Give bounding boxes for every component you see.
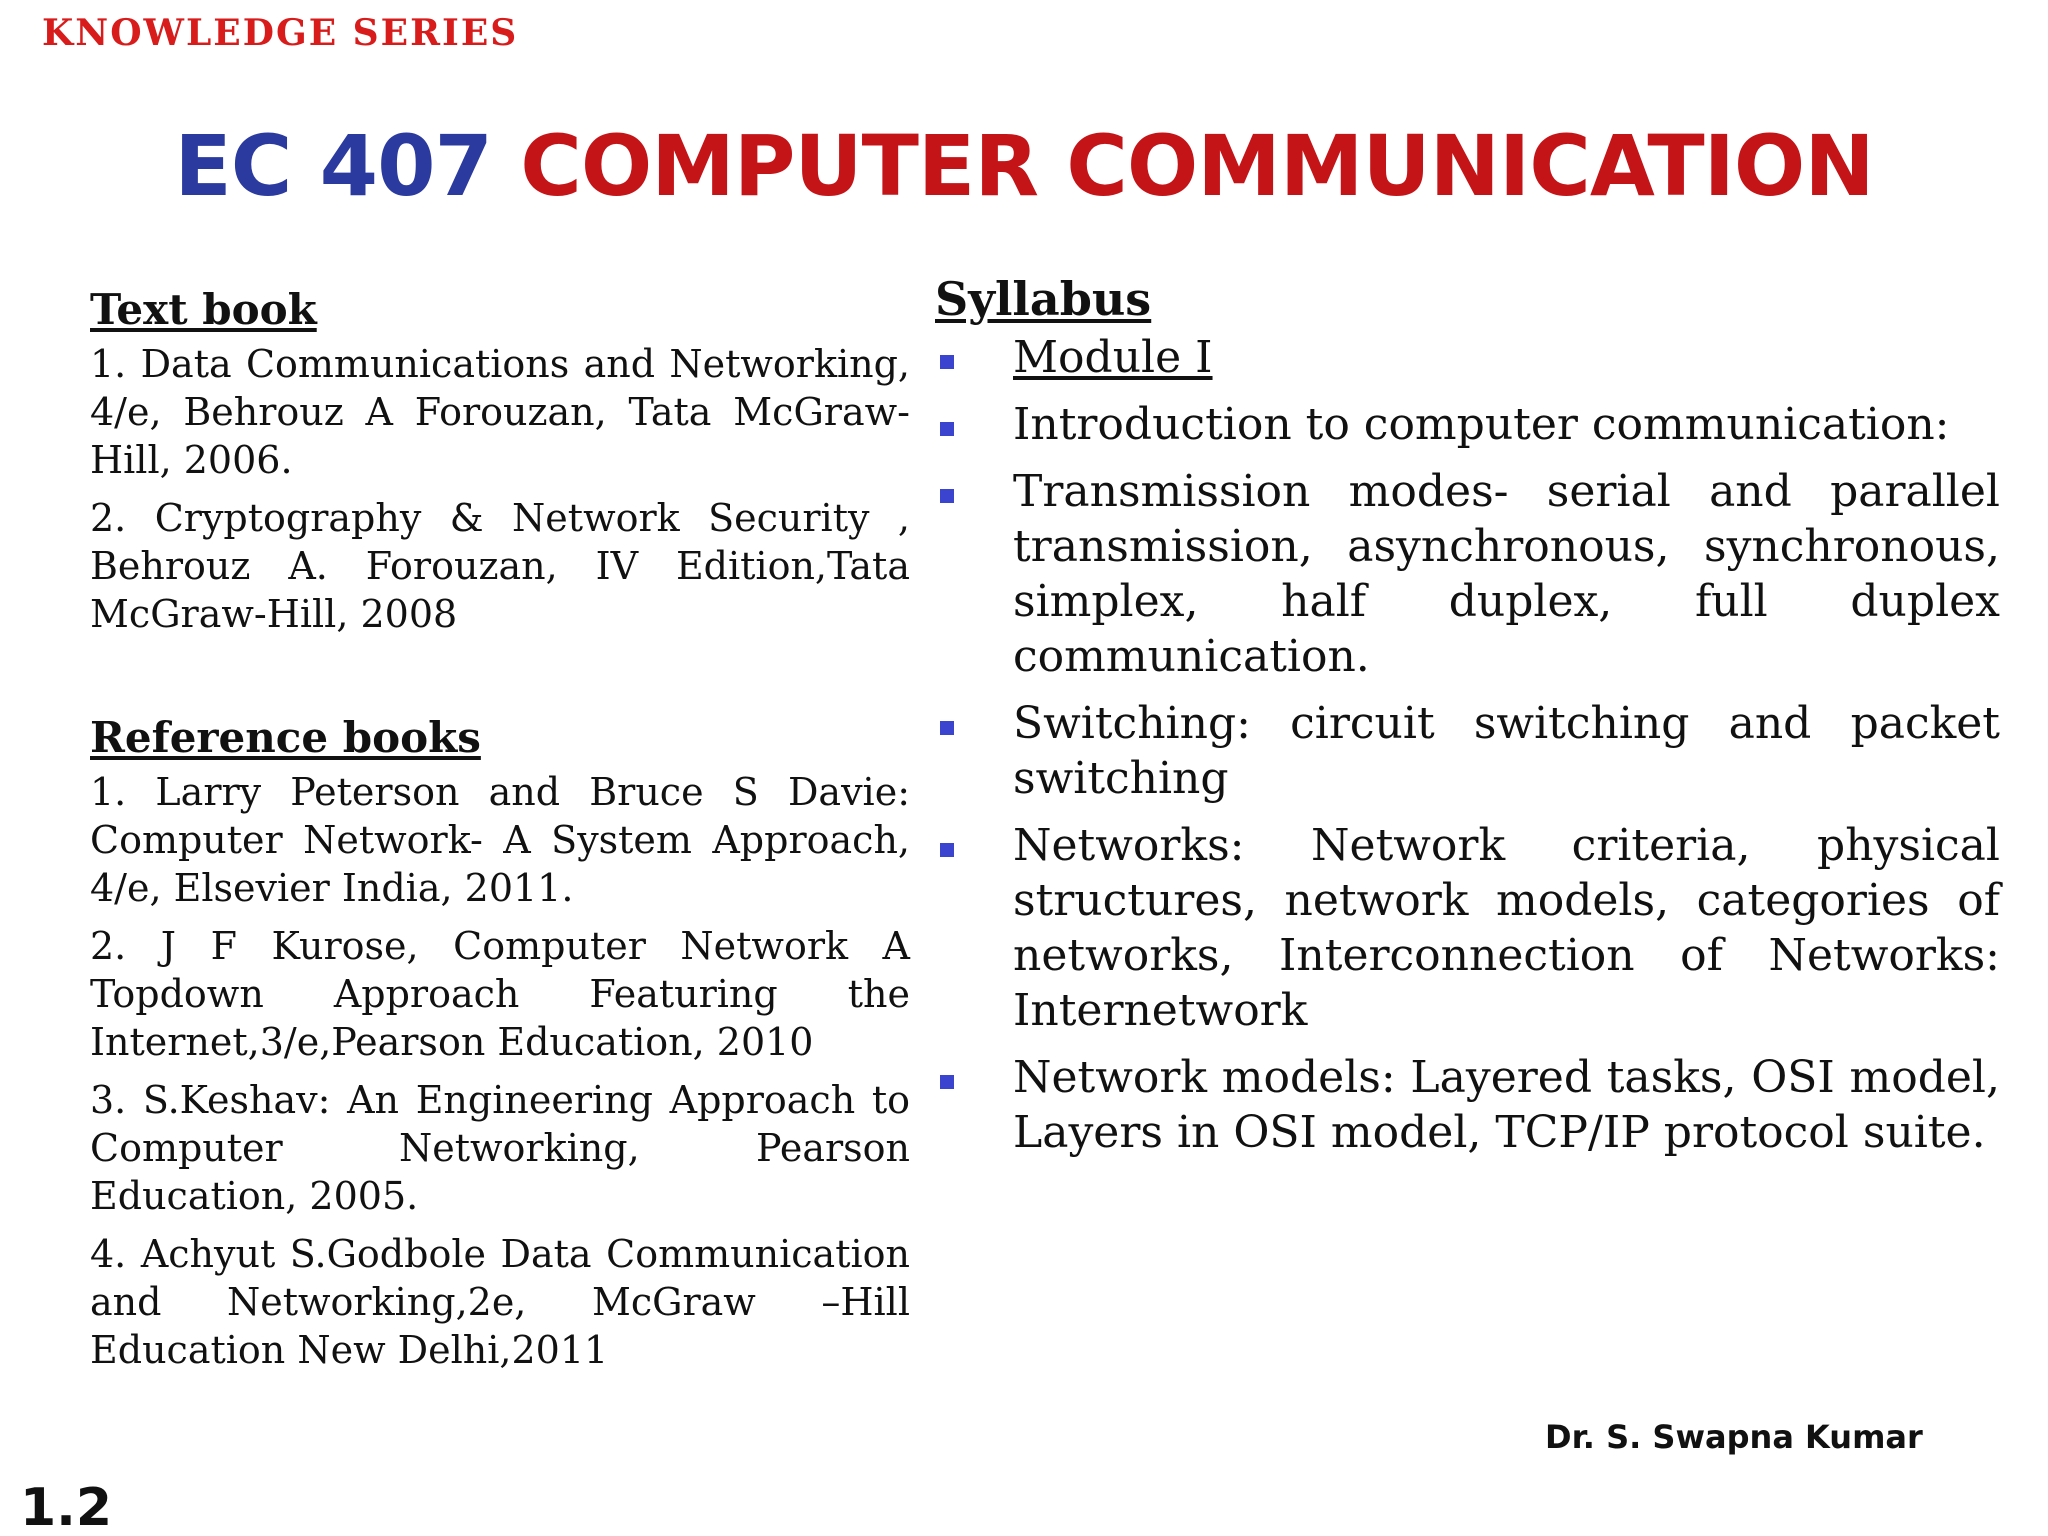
syllabus-list (935, 330, 2000, 1160)
syllabus-item: Transmission modes- serial and parallel transmission, asynchronous, synchronous, simplex, half duplex, full duplex communication. (935, 464, 2000, 684)
square-bullet-icon (940, 355, 954, 369)
syllabus-item: Introduction to computer communication: (935, 397, 2000, 452)
syllabus-item: Network models: Layered tasks, OSI model, Layers in OSI model, TCP/IP protocol suite. (935, 1050, 2000, 1160)
reference-item: 1. Larry Peterson and Bruce S Davie: Computer Network- A System Approach, 4/e, Elsevier India, 2011. (90, 770, 910, 910)
reference-item: 4. Achyut S.Godbole Data Communication and Networking,2e, McGraw –Hill Education New Delhi,2011 (90, 1232, 910, 1372)
syllabus-item: Networks: Network criteria, physical structures, network models, categories of networks, Interconnection of Networks: Internetwork (935, 818, 2000, 1038)
square-bullet-icon (940, 843, 954, 857)
books-column (90, 280, 910, 1384)
reference-list (90, 768, 910, 1374)
course-name: COMPUTER COMMUNICATION (520, 117, 1874, 215)
square-bullet-icon (940, 489, 954, 503)
square-bullet-icon (940, 1075, 954, 1089)
syllabus-column (935, 268, 2000, 1172)
square-bullet-icon (940, 721, 954, 735)
syllabus-item-module: Module I (935, 330, 2000, 385)
slide-number: 1.2 (20, 1478, 113, 1536)
author-credit: Dr. S. Swapna Kumar (1545, 1418, 1923, 1456)
reference-item: 2. J F Kurose, Computer Network A Topdown Approach Featuring the Internet,3/e,Pearson Education, 2010 (90, 924, 910, 1064)
series-label: KNOWLEDGE SERIES (42, 12, 519, 54)
textbook-item: 1. Data Communications and Networking, 4/e, Behrouz A Forouzan, Tata McGraw-Hill, 2006. (90, 342, 910, 482)
syllabus-heading: Syllabus (935, 272, 1152, 326)
page-title (0, 118, 2048, 214)
reference-heading: Reference books (90, 713, 481, 762)
reference-item: 3. S.Keshav: An Engineering Approach to Computer Networking, Pearson Education, 2005. (90, 1078, 910, 1218)
textbook-heading: Text book (90, 285, 317, 334)
syllabus-item: Switching: circuit switching and packet switching (935, 696, 2000, 806)
textbook-list (90, 340, 910, 638)
square-bullet-icon (940, 422, 954, 436)
course-code: EC 407 (174, 117, 492, 215)
textbook-item: 2. Cryptography & Network Security , Behrouz A. Forouzan, IV Edition,Tata McGraw-Hill, 2008 (90, 496, 910, 636)
